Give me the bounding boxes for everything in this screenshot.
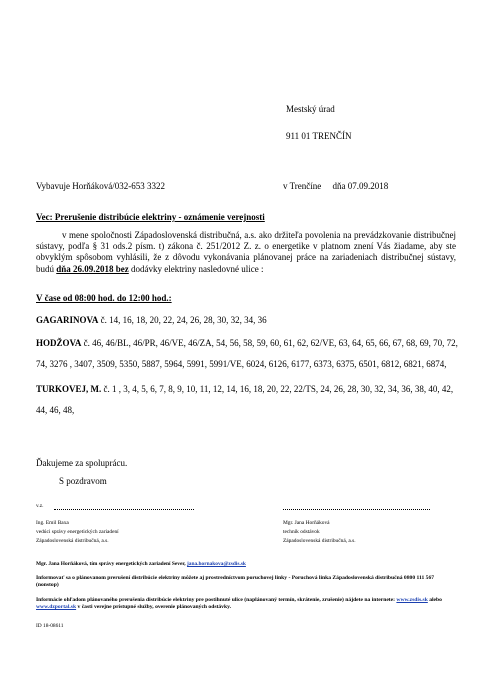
sender-text: Mgr. Jana Horňáková, tím správy energetických zariadení Sever, (36, 561, 187, 567)
signer-title: vedúci správy energetických zariadení (36, 529, 119, 535)
info-text-1: Informácie ohľadom plánovaného prerušenia distribúcie elektriny pre postihnuté ulice (naplánovaný termín, skrátenie, zrušenie) nájdete na internete: (36, 597, 397, 603)
street-name: TURKOVEJ, M. (36, 383, 102, 394)
signer-name: Ing. Emil Baxa (36, 520, 69, 526)
thanks-line: Ďakujeme za spoluprácu. (36, 458, 128, 468)
street-entry (36, 379, 464, 421)
sign-prefix: v.z. (36, 503, 44, 509)
subject-line: Vec: Prerušenie distribúcie elektriny - oznámenie verejnosti (36, 212, 265, 222)
signer-name: Mgr. Jana Horňáková (283, 520, 330, 526)
info-text-3: v časti verejne prístupné služby, overenie plánovaných odstávky. (76, 604, 231, 610)
recipient-name: Mestský úrad (286, 104, 335, 114)
street-name: GAGARINOVA (36, 315, 99, 325)
place-date: v Trenčíne dňa 07.09.2018 (283, 181, 389, 191)
dzportal-link[interactable]: www.dzportal.sk (36, 604, 77, 610)
signature-right (283, 519, 356, 546)
time-heading: V čase od 08:00 hod. do 12:00 hod.: (36, 293, 172, 303)
signature-left (36, 519, 119, 546)
signature-line-right (283, 509, 430, 510)
street-entry (36, 313, 464, 328)
street-list (36, 313, 464, 421)
street-entry (36, 333, 464, 375)
outage-date: dňa 26.09.2018 bez (56, 263, 129, 274)
body-text-2: dodávky elektriny nasledovné ulice : (128, 263, 264, 274)
street-numbers: č. 46, 46/BL, 46/PR, 46/VE, 46/ZA, 54, 56, 58, 59, 60, 61, 62, 62/VE, 63, 64, 65, 66, 67, 68, 69, 70, 72, 74, 3276 , 3407, 3509, 5350, 5887, 5964, 5991, 5991/VE, 6024, 6126, 6177, 6373, 6375, 6501, 6812, 6821, 6874, (36, 337, 458, 369)
signer-company: Západoslovenská distribučná, a.s. (283, 538, 356, 544)
info-note (36, 597, 458, 611)
document-id: ID 18-08611 (36, 623, 64, 629)
info-text-2: alebo (427, 597, 442, 603)
handler-line: Vybavuje Horňáková/032-653 3322 (36, 181, 165, 191)
signature-line-left (54, 509, 194, 510)
recipient-address: 911 01 TRENČÍN (286, 131, 352, 141)
signer-title: technik odstávok (283, 529, 320, 535)
greeting-line: S pozdravom (59, 476, 107, 486)
hotline-note: Informovať sa o plánovanom prerušení distribúcie elektriny môžete aj prostredníctvom poruchovej linky - Poruchová linka Západoslovenská distribučná 0800 111 567 (nonstop) (36, 575, 435, 588)
body-text-1: v mene spoločnosti Západoslovenská distribučná, a.s. ako držiteľa povolenia na prevádzkovanie distribučnej sústavy, podľa § 31 ods.2 písm. t) zákona č. 251/2012 Z. z. o energetike v platnom znení Vás žiadame, aby ste obvyklým spôsobom vyhlásili, že z dôvodu vykonávania plánovanej práce na zariadeniach distribučnej sústavy, budú (36, 230, 456, 274)
zsdis-link[interactable]: www.zsdis.sk (396, 597, 428, 603)
signer-company: Západoslovenská distribučná, a.s. (36, 538, 109, 544)
street-numbers: č. 1 , 3, 4, 5, 6, 7, 8, 9, 10, 11, 12, 14, 16, 18, 20, 22, 22/TS, 24, 26, 28, 30, 32, 34, 36, 38, 40, 42, 44, 46, 48, (36, 383, 454, 415)
sender-email-link[interactable]: jana.hornakova@zsdis.sk (186, 561, 246, 567)
sender-line (36, 561, 246, 567)
street-name: HODŽOVA (36, 337, 82, 348)
body-paragraph (36, 230, 456, 275)
street-numbers: č. 14, 16, 18, 20, 22, 24, 26, 28, 30, 32, 34, 36 (98, 315, 267, 325)
